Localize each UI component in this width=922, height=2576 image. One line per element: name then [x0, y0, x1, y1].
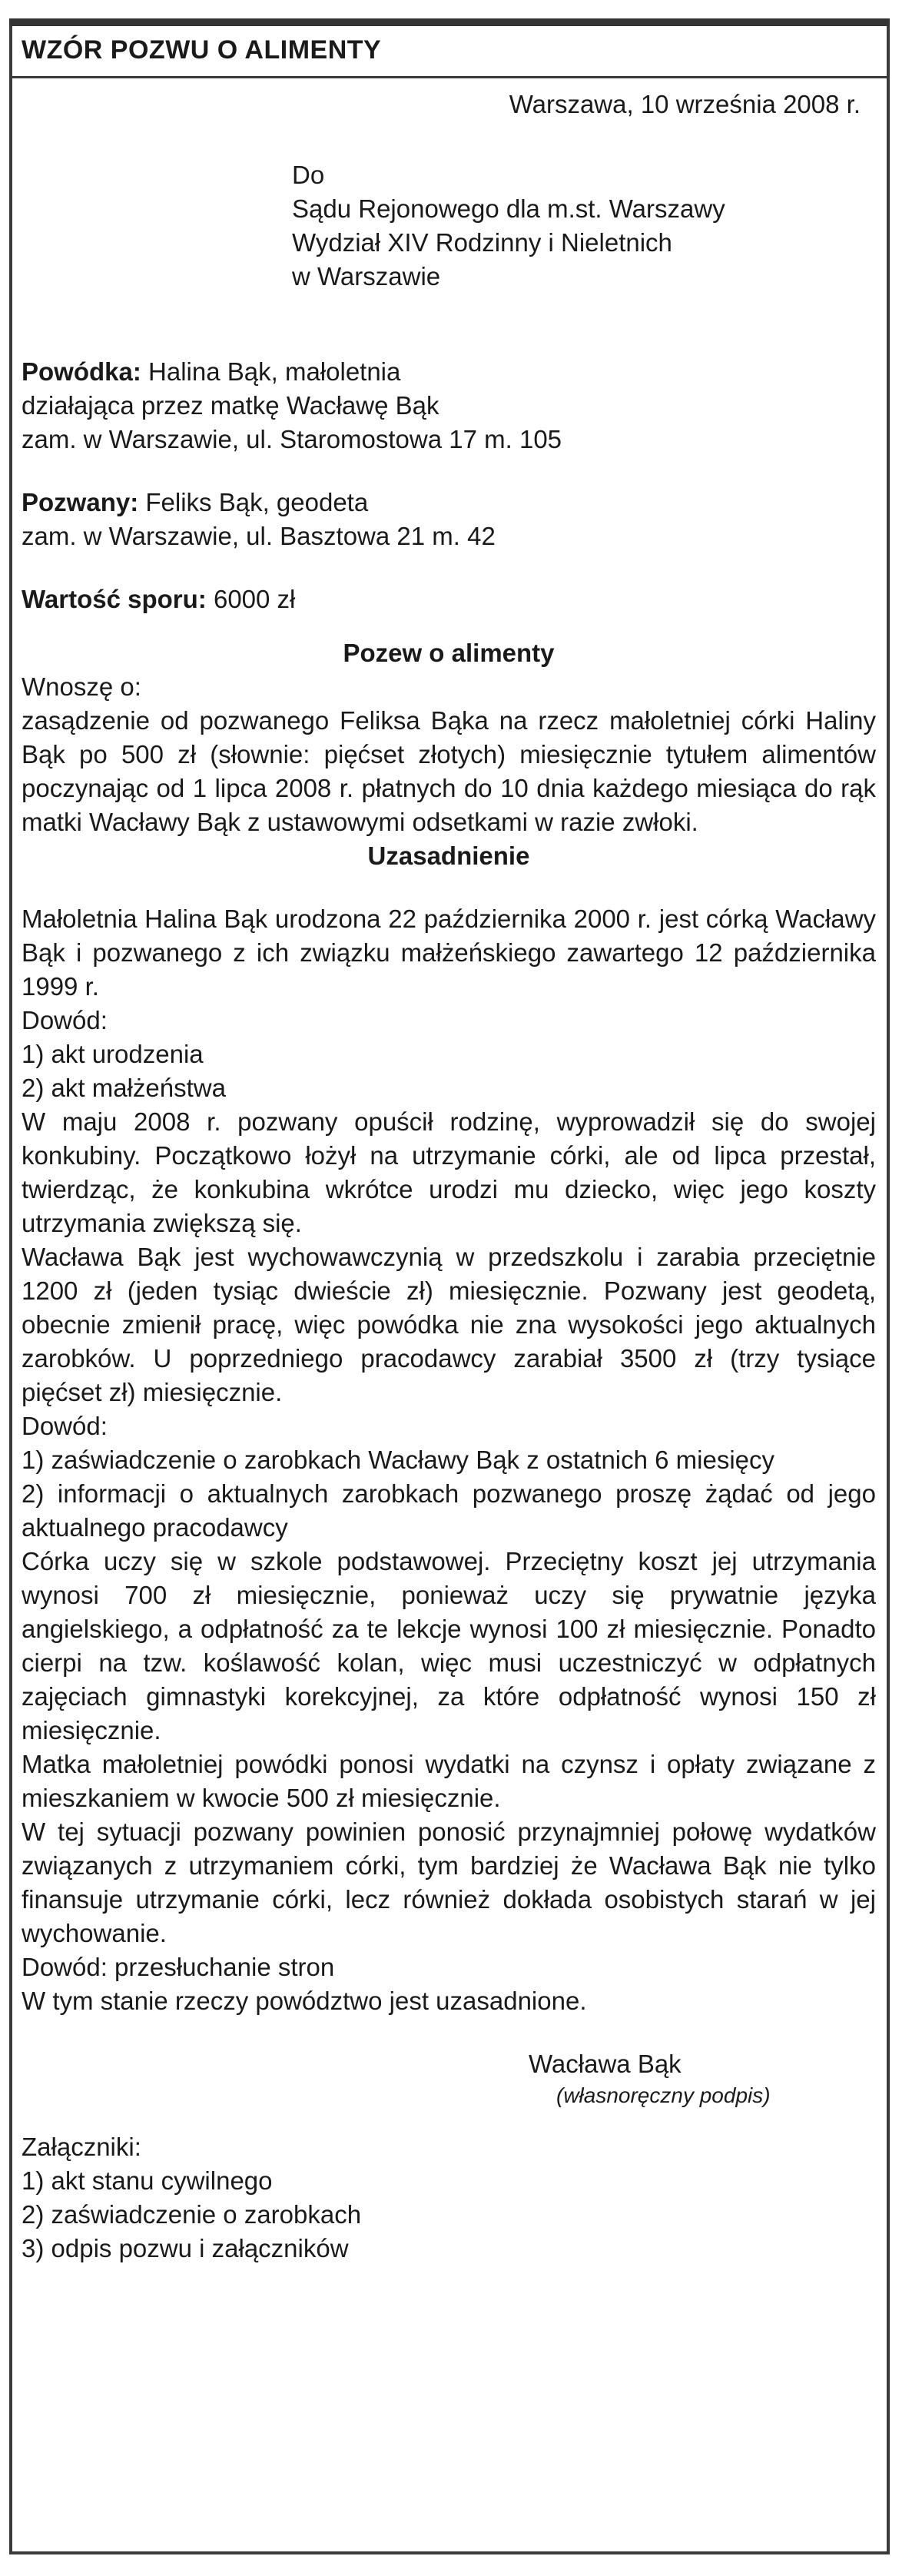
plaintiff-label: Powódka:	[22, 357, 141, 386]
document-body	[22, 78, 876, 2266]
defendant-line-2: zam. w Warszawie, ul. Basztowa 21 m. 42	[22, 522, 496, 550]
justification-paragraph-6: W tej sytuacji pozwany powinien ponosić przynajmniej połowę wydatków związanych z utrzymaniem córki, tym bardziej że Wacława Bąk nie tylko finansuje utrzymanie córki, lecz również dokłada osobistych starań w jej wychowanie.	[22, 1817, 876, 1947]
addressee-block	[292, 158, 876, 294]
addressee-line: Wydział XIV Rodzinny i Nieletnich	[292, 228, 672, 257]
attachment-item: 3) odpis pozwu i załączników	[22, 2234, 349, 2262]
justification-paragraph-5: Matka małoletniej powódki ponosi wydatki na czynsz i opłaty związane z mieszkaniem w kwocie 500 zł miesięcznie.	[22, 1750, 876, 1812]
evidence-label: Dowód:	[22, 1006, 108, 1034]
plaintiff-name: Halina Bąk, małoletnia	[148, 357, 401, 386]
signature-note: (własnoręczny podpis)	[556, 2083, 771, 2107]
claim-value-line	[22, 583, 876, 616]
header-bar	[9, 26, 890, 78]
signature-name: Wacława Bąk	[529, 2050, 682, 2078]
claim-intro: Wnoszę o:	[22, 672, 141, 701]
defendant-name: Feliks Bąk, geodeta	[145, 488, 369, 516]
claim-text: zasądzenie od pozwanego Feliksa Bąka na rzecz małoletniej córki Haliny Bąk po 500 zł (słownie: pięćset złotych) miesięcznie tytułem alimentów poczynając od 1 lipca 2008 r. płatnych do 10 dnia każdego miesiąca do rąk matki Wacławy Bąk z ustawowymi odsetkami w razie zwłoki.	[22, 706, 876, 836]
page-title: WZÓR POZWU O ALIMENTY	[22, 35, 382, 65]
evidence-label: Dowód:	[22, 1412, 108, 1440]
justification-paragraph-3: Wacława Bąk jest wychowawczynią w przedszkolu i zarabia przeciętnie 1200 zł (jeden tysiąc dwieście zł) miesięcznie. Pozwany jest geodetą, obecnie zmienił pracę, więc powódka nie zna wysokości jego aktualnych zarobków. U poprzedniego pracodawcy zarabiał 3500 zł (trzy tysiące pięćset zł) miesięcznie.	[22, 1243, 876, 1406]
plaintiff-line-3: zam. w Warszawie, ul. Staromostowa 17 m. 105	[22, 425, 562, 453]
top-rule	[9, 18, 890, 26]
defendant-label: Pozwany:	[22, 488, 139, 516]
evidence-hearing: Dowód: przesłuchanie stron	[22, 1953, 335, 1981]
addressee-line: Do	[292, 161, 325, 189]
claim-title: Pozew o alimenty	[343, 639, 555, 667]
evidence-item: 2) informacji o aktualnych zarobkach pozwanego proszę żądać od jego aktualnego pracodawcy	[22, 1479, 876, 1542]
claim-value: 6000 zł	[213, 585, 296, 613]
defendant-block	[22, 486, 876, 553]
date-line: Warszawa, 10 września 2008 r.	[509, 90, 861, 118]
justification-paragraph-2: W maju 2008 r. pozwany opuścił rodzinę, wyprowadził się do swojej konkubiny. Początkowo łożył na utrzymanie córki, ale od lipca przestał, twierdząc, że konkubina wkrótce urodzi mu dziecko, więc jego koszty utrzymania zwiększą się.	[22, 1107, 876, 1237]
evidence-item: 2) akt małżeństwa	[22, 1074, 226, 1102]
evidence-item: 1) akt urodzenia	[22, 1040, 204, 1068]
justification-paragraph-1: Małoletnia Halina Bąk urodzona 22 października 2000 r. jest córką Wacławy Bąk i pozwanego z ich związku małżeńskiego zawartego 12 października 1999 r.	[22, 905, 876, 1001]
attachments-label: Załączniki:	[22, 2133, 141, 2161]
addressee-line: w Warszawie	[292, 262, 441, 290]
attachment-item: 1) akt stanu cywilnego	[22, 2166, 273, 2195]
attachment-item: 2) zaświadczenie o zarobkach	[22, 2200, 362, 2229]
claim-value-label: Wartość sporu:	[22, 585, 207, 613]
justification-title: Uzasadnienie	[367, 842, 530, 870]
plaintiff-line-1	[22, 355, 876, 389]
plaintiff-line-2: działająca przez matkę Wacławę Bąk	[22, 391, 439, 420]
addressee-line: Sądu Rejonowego dla m.st. Warszawy	[292, 194, 725, 223]
defendant-line-1	[22, 486, 876, 520]
conclusion: W tym stanie rzeczy powództwo jest uzasadnione.	[22, 1987, 587, 2015]
plaintiff-block	[22, 355, 876, 456]
evidence-item: 1) zaświadczenie o zarobkach Wacławy Bąk z ostatnich 6 miesięcy	[22, 1446, 775, 1474]
justification-paragraph-4: Córka uczy się w szkole podstawowej. Przeciętny koszt jej utrzymania wynosi 700 zł miesięcznie, ponieważ uczy się prywatnie języka angielskiego, a odpłatność za te lekcje wynosi 100 zł miesięcznie. Ponadto cierpi na tzw. koślawość kolan, więc musi uczestniczyć w odpłatnych zajęciach gimnastyki korekcyjnej, za które odpłatność wynosi 150 zł miesięcznie.	[22, 1547, 876, 1744]
